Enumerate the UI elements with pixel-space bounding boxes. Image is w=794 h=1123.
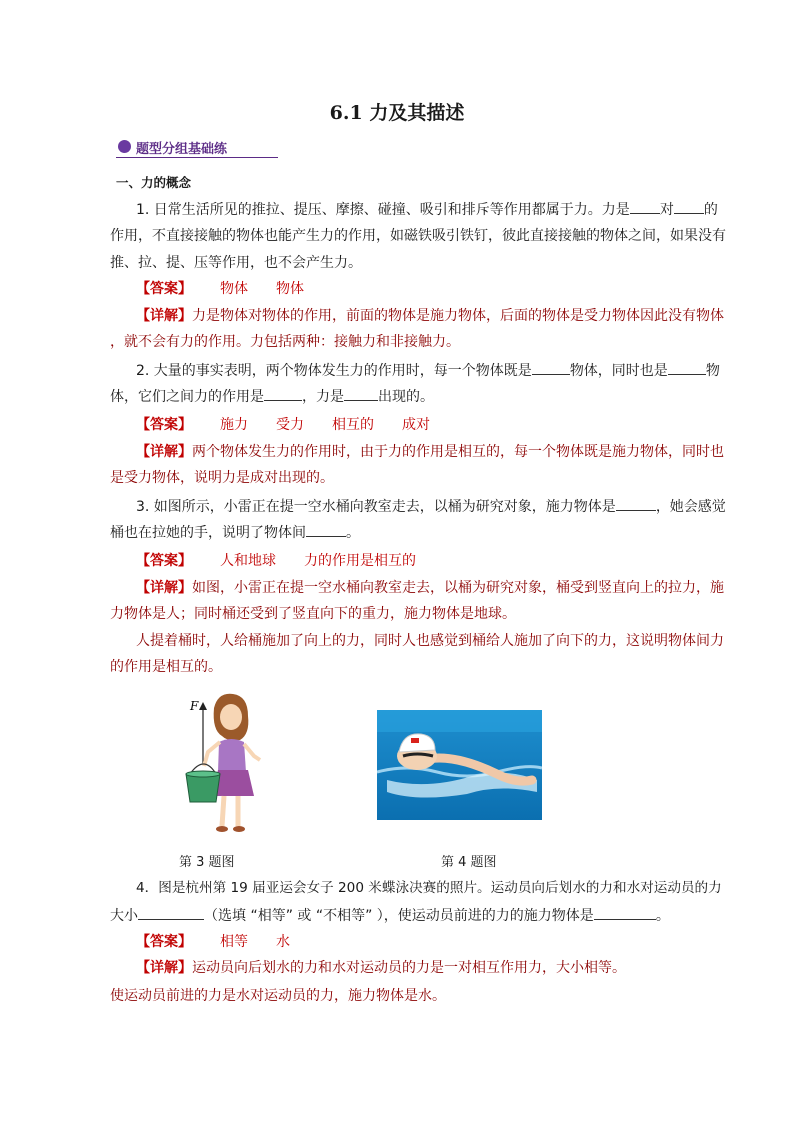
bucket-icon <box>186 774 220 802</box>
q1-answer: 【答案】 物体 物体 <box>136 281 304 297</box>
q1-detail-line2: ，就不会有力的作用。力包括两种：接触力和非接触力。 <box>110 334 460 350</box>
q3-line2: 桶也在拉她的手，说明了物体间 。 <box>110 522 360 543</box>
q1-line2: 作用，不直接接触的物体也能产生力的作用，如磁铁吸引铁钉，彼此直接接触的物体之间，如果没有 <box>110 228 726 244</box>
q2-detail-line1: 【详解】两个物体发生力的作用时，由于力的作用是相互的，每一个物体既是施力物体，同时也 <box>136 444 724 460</box>
subheading: 一、力的概念 <box>116 175 192 190</box>
flag-icon <box>411 738 419 743</box>
force-label: F <box>190 699 199 713</box>
q4-detail-line2: 使运动员前进的力是水对运动员的力，施力物体是水。 <box>110 988 446 1004</box>
q2-line1: 2. 大量的事实表明，两个物体发生力的作用时，每一个物体既是 物体，同时也是 物 <box>136 360 720 381</box>
force-arrowhead-icon <box>199 702 207 710</box>
face <box>220 704 242 730</box>
q2-answer: 【答案】 施力 受力 相互的 成对 <box>136 417 430 433</box>
q3-detail-line3: 人提着桶时，人给桶施加了向上的力，同时人也感觉到桶给人施加了向下的力，这说明物体间力 <box>136 633 724 649</box>
q3-detail-line2: 力物体是人；同时桶还受到了竖直向下的重力，施力物体是地球。 <box>110 606 516 622</box>
arm-right <box>244 744 260 760</box>
q4-detail-line1: 【详解】运动员向后划水的力和水对运动员的力是一对相互作用力，大小相等。 <box>136 960 626 976</box>
q3-detail-line4: 的作用是相互的。 <box>110 659 222 675</box>
fig3-caption: 第 3 题图 <box>179 855 235 870</box>
q1-line1: 1. 日常生活所见的推拉、提压、摩擦、碰撞、吸引和排斥等作用都属于力。力是 对 的 <box>136 199 718 220</box>
q4-line1: 4．图是杭州第 19 届亚运会女子 200 米蝶泳决赛的照片。运动员向后划水的力和水对运动员的力 <box>136 880 722 896</box>
shoe-left <box>216 826 228 832</box>
section-heading <box>116 137 278 158</box>
q2-line2: 体，它们之间力的作用是 ，力是 出现的。 <box>110 386 434 407</box>
page-title: 6.1 力及其描述 <box>329 102 465 124</box>
shoe-right <box>233 826 245 832</box>
fig4-caption: 第 4 题图 <box>441 855 497 870</box>
q1-detail-line1: 【详解】力是物体对物体的作用，前面的物体是施力物体，后面的物体是受力物体因此没有物体 <box>136 308 724 324</box>
shirt <box>218 739 246 772</box>
arm-left <box>204 742 220 766</box>
q4-line2: 大小 （选填 “相等” 或 “不相等” ），使运动员前进的力的施力物体是 。 <box>110 905 670 926</box>
girl-bucket-illustration <box>178 690 268 840</box>
bucket-rim <box>186 771 220 777</box>
swimmer-photo <box>377 710 542 820</box>
bullet-dot-icon <box>118 140 131 153</box>
section-heading-text: 题型分组基础练 <box>136 142 228 157</box>
q2-detail-line2: 是受力物体，说明力是成对出现的。 <box>110 470 334 486</box>
q1-line3: 推、拉、提、压等作用，也不会产生力。 <box>110 255 362 271</box>
q4-answer: 【答案】 相等 水 <box>136 934 290 950</box>
q3-detail-line1: 【详解】如图，小雷正在提一空水桶向教室走去，以桶为研究对象，桶受到竖直向上的拉力，施 <box>136 580 724 596</box>
q3-line1: 3. 如图所示，小雷正在提一空水桶向教室走去，以桶为研究对象，施力物体是 ，她会感觉 <box>136 496 726 517</box>
leg-left <box>222 796 224 826</box>
q3-answer: 【答案】 人和地球 力的作用是相互的 <box>136 553 416 569</box>
pool-lane <box>377 710 542 732</box>
